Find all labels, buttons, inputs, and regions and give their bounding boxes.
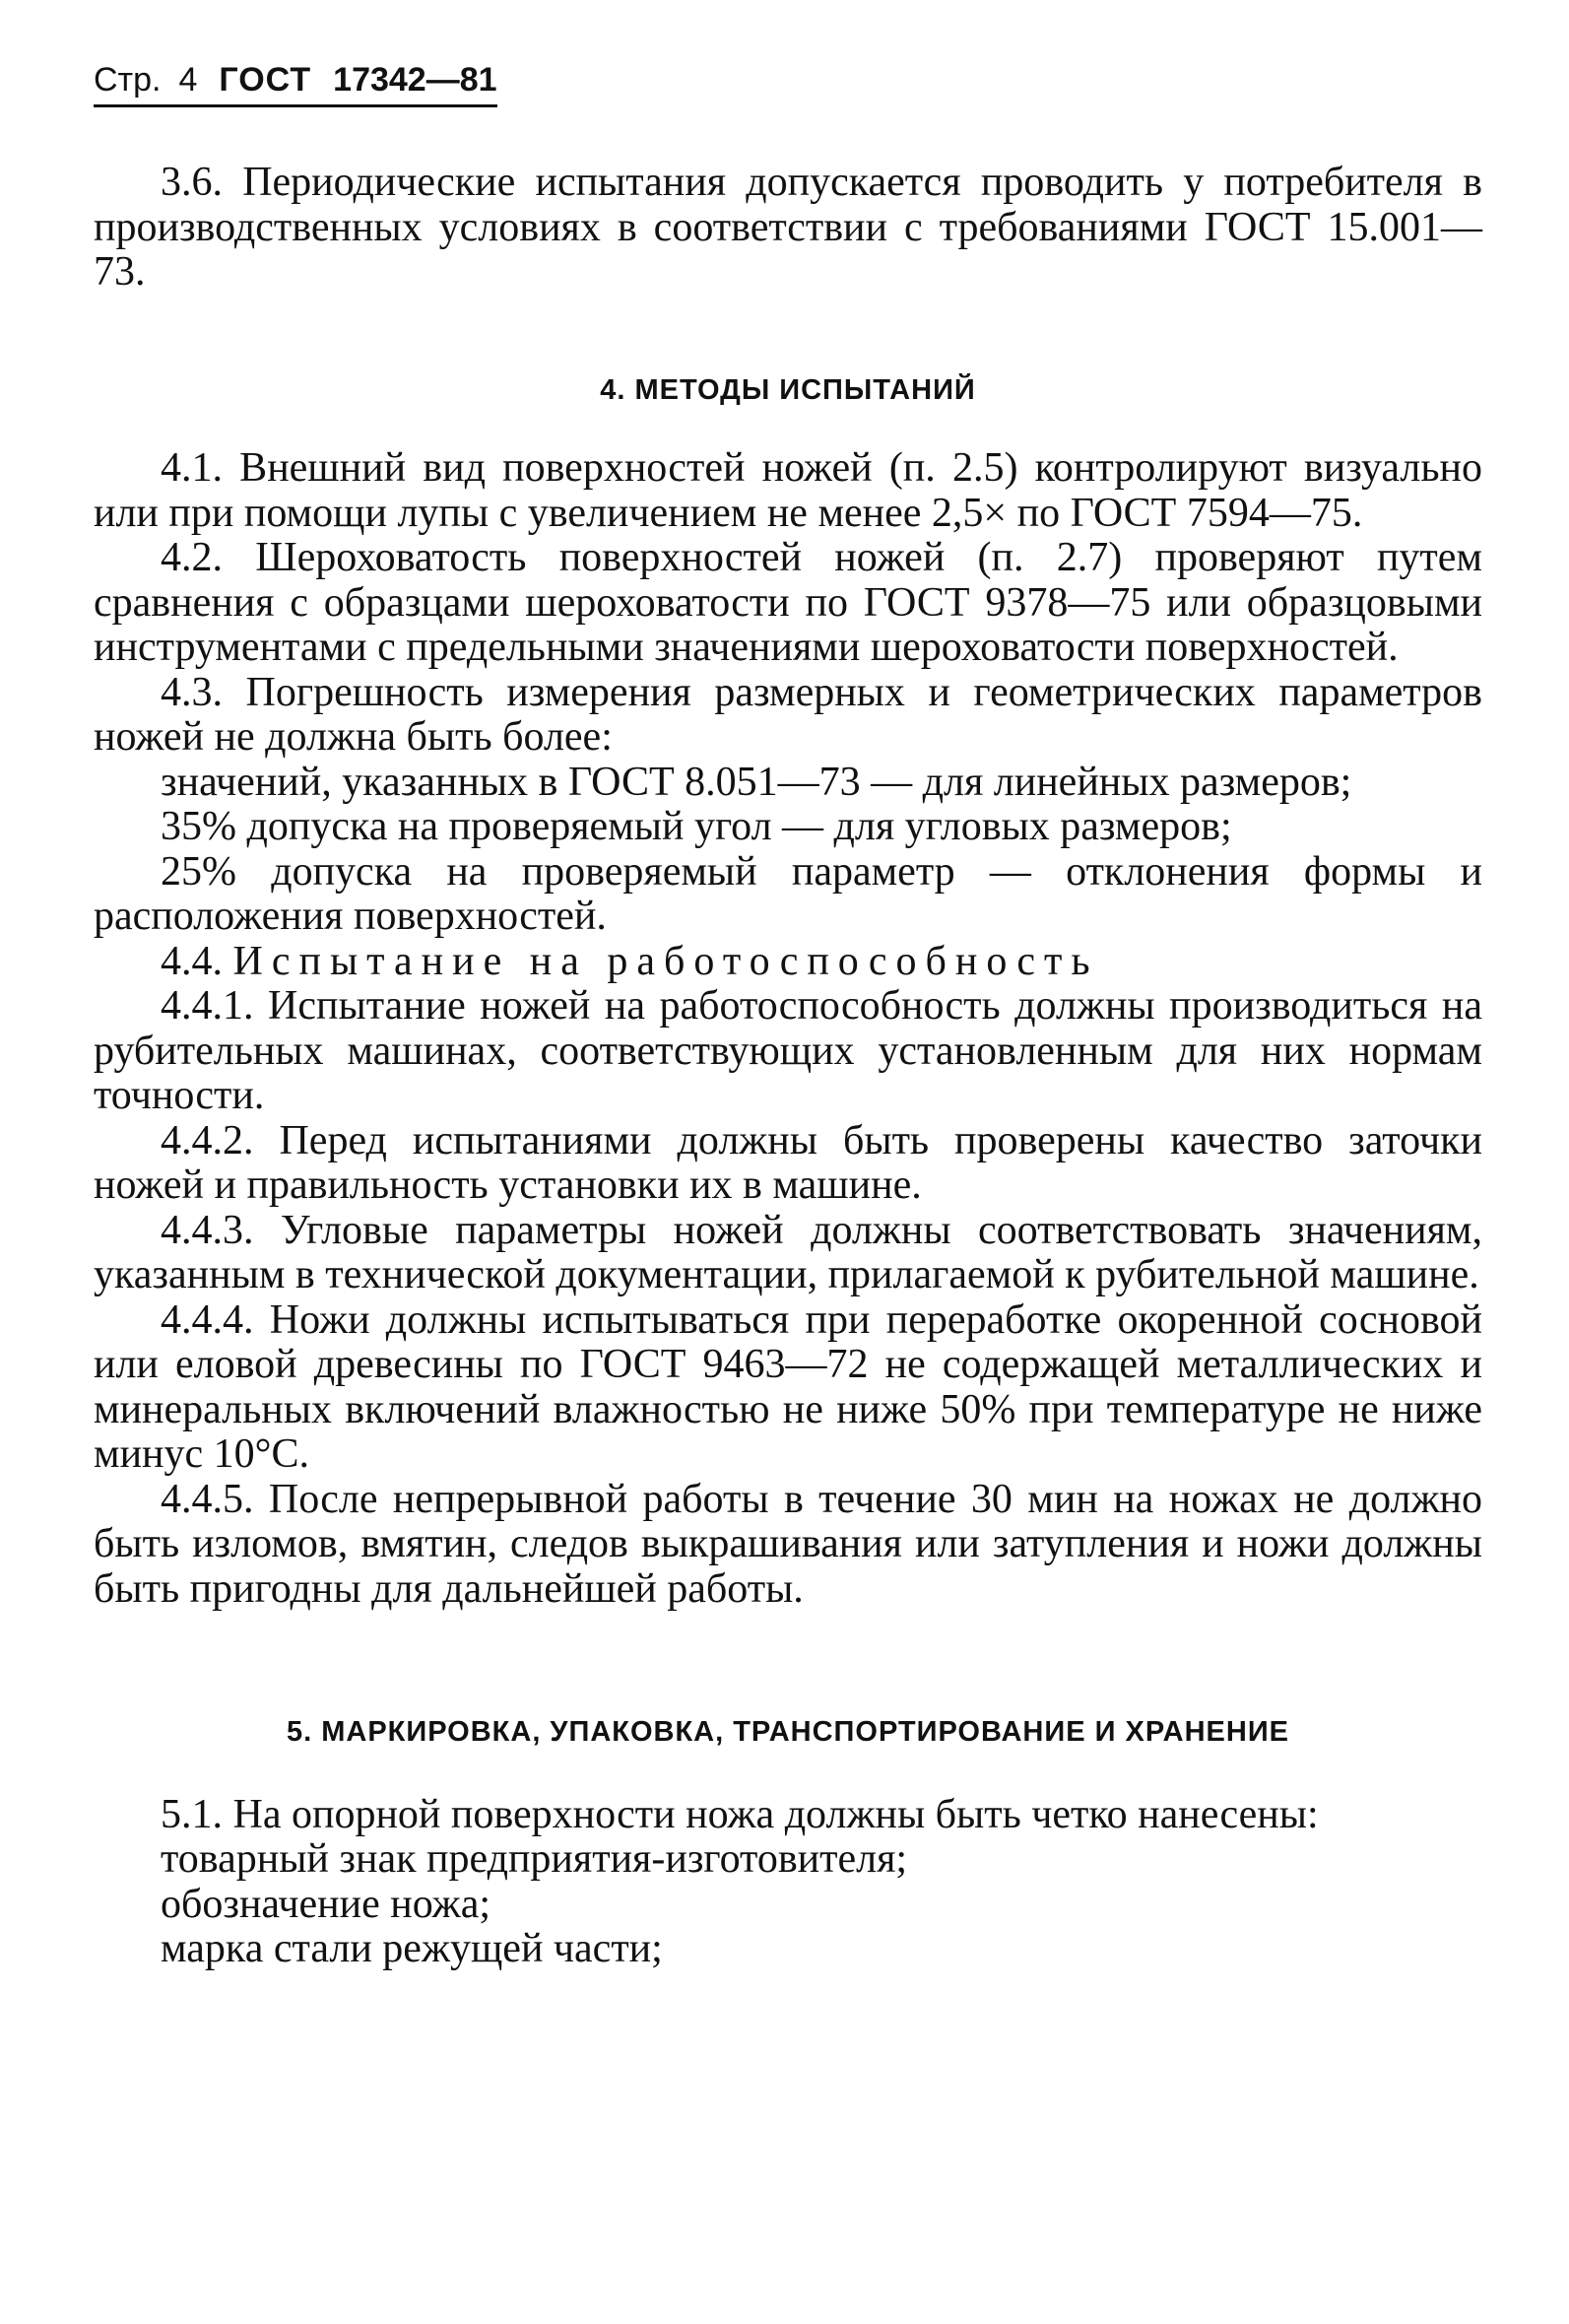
paragraph-4-3-c: 25% допуска на проверяемый параметр — отклонения формы и расположения поверхностей. bbox=[94, 848, 1482, 939]
list-item: обозначение ножа; bbox=[161, 1881, 491, 1927]
paragraph-4-4-1: 4.4.1. Испытание ножей на работоспособность должны производиться на рубительных машинах, соответствующих установленным для них нормам точности. bbox=[94, 983, 1482, 1118]
paragraph-5-1: 5.1. На опорной поверхности ножа должны быть четко нанесены: bbox=[161, 1791, 1319, 1837]
paragraph-4-4-2: 4.4.2. Перед испытаниями должны быть проверены качество заточки ножей и правильность установки их в машине. bbox=[94, 1117, 1482, 1208]
paragraph-4-4-number: 4.4. bbox=[161, 938, 223, 984]
section-5-title: 5. МАРКИРОВКА, УПАКОВКА, ТРАНСПОРТИРОВАНИЕ И ХРАНЕНИЕ bbox=[286, 1716, 1290, 1748]
paragraph-4-4-5: 4.4.5. После непрерывной работы в течение 30 мин на ножах не должно быть изломов, вмятин, следов выкрашивания или затупления и ножи должны быть пригодны для дальнейшей работы. bbox=[94, 1476, 1482, 1612]
paragraph-4-3-b: 35% допуска на проверяемый угол — для угловых размеров; bbox=[161, 804, 1232, 849]
paragraph-4-4-title: Испытание на работоспособность bbox=[232, 938, 1099, 984]
document-page bbox=[94, 59, 1482, 1972]
paragraph-4-4-3: 4.4.3. Угловые параметры ножей должны соответствовать значениям, указанным в технической документации, прилагаемой к рубительной машине. bbox=[94, 1207, 1482, 1297]
paragraph-3-6: 3.6. Периодические испытания допускается проводить у потребителя в производственных условиях в соответствии с требованиями ГОСТ 15.001—73. bbox=[94, 160, 1482, 295]
paragraph-4-4 bbox=[94, 940, 1482, 985]
list-item: марка стали режущей части; bbox=[161, 1926, 663, 1971]
standard-code: 17342—81 bbox=[333, 61, 497, 99]
paragraph-4-1: 4.1. Внешний вид поверхностей ножей (п. 2.5) контролируют визуально или при помощи лупы с увеличением не менее 2,5× по ГОСТ 7594—75. bbox=[94, 445, 1482, 536]
page-number: 4 bbox=[178, 61, 198, 99]
paragraph-4-4-4: 4.4.4. Ножи должны испытываться при переработке окоренной сосновой или еловой древесины по ГОСТ 9463—72 не содержащей металлических и минеральных включений влажностью не ниже 50% при температуре не ниже минус 10°С. bbox=[94, 1296, 1482, 1477]
paragraph-4-2: 4.2. Шероховатость поверхностей ножей (п. 2.7) проверяют путем сравнения с образцами шероховатости по ГОСТ 9378—75 или образцовыми инструментами с предельными значениями шероховатости поверхностей. bbox=[94, 535, 1482, 670]
standard-name: ГОСТ bbox=[219, 61, 312, 99]
list-item: товарный знак предприятия-изготовителя; bbox=[161, 1836, 908, 1882]
page-header bbox=[94, 59, 497, 107]
section-4-title: 4. МЕТОДЫ ИСПЫТАНИЙ bbox=[600, 373, 976, 406]
paragraph-4-3-a: значений, указанных в ГОСТ 8.051—73 — для линейных размеров; bbox=[161, 759, 1352, 805]
document-body bbox=[94, 161, 1482, 1972]
page-label: Стр. bbox=[94, 61, 162, 99]
paragraph-4-3: 4.3. Погрешность измерения размерных и геометрических параметров ножей не должна быть более: bbox=[94, 669, 1482, 760]
